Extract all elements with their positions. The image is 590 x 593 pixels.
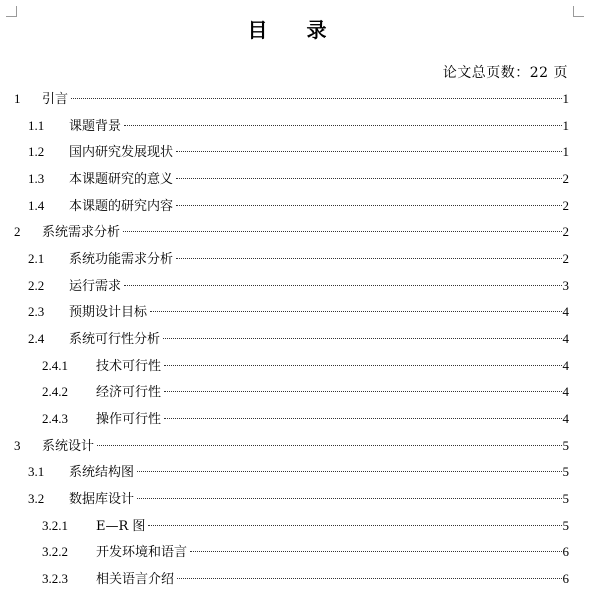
toc-entry-number: 3.2.1: [42, 517, 68, 533]
toc-entry-page: 4: [562, 384, 569, 400]
toc-entry-page: 5: [562, 517, 569, 533]
toc-entry-page: 1: [562, 91, 569, 106]
toc-entry[interactable]: [14, 566, 569, 593]
toc-entry-title: 国内研究发展现状: [69, 145, 174, 161]
toc-entry-number: 3.1: [28, 464, 45, 480]
toc-entry-title: 系统可行性分析: [69, 331, 161, 347]
toc-entry-title: 开发环境和语言: [96, 545, 188, 561]
toc-entry-page: 2: [562, 170, 569, 186]
toc-entry-title: 系统功能需求分析: [69, 251, 174, 267]
dot-leader: [148, 525, 561, 526]
toc-entry-page: 2: [562, 224, 569, 240]
dot-leader: [137, 498, 561, 499]
toc-entry-title: 引言: [42, 92, 69, 107]
toc-entry-number: 3.2.2: [42, 544, 68, 560]
dot-leader: [177, 578, 561, 579]
dot-leader: [97, 445, 561, 446]
total-page-count: 论文总页数：22 页: [442, 65, 568, 81]
toc-entry-number: 2.2: [28, 277, 45, 293]
toc-entry[interactable]: [14, 353, 569, 380]
toc-entry[interactable]: [14, 326, 569, 353]
dot-leader: [123, 231, 561, 232]
dot-leader: [164, 418, 561, 419]
toc-entry-number: 1: [14, 91, 21, 106]
dot-leader: [71, 98, 561, 99]
toc-entry-title: 课题背景: [69, 118, 122, 134]
toc-entry-title: 系统结构图: [69, 465, 135, 481]
dot-leader: [176, 258, 561, 259]
toc-entry-number: 2.4.3: [42, 410, 68, 426]
dot-leader: [164, 365, 561, 366]
toc-entry-page: 5: [562, 437, 569, 453]
toc-entry[interactable]: [14, 459, 569, 486]
dot-leader: [164, 391, 561, 392]
toc-entry-page: 5: [562, 490, 569, 506]
toc-entry-number: 2.3: [28, 304, 45, 320]
toc-entry-title: 运行需求: [69, 278, 122, 294]
toc-entry-page: 1: [562, 117, 569, 133]
toc-entry-number: 2.4.2: [42, 384, 68, 400]
dot-leader: [176, 178, 561, 179]
toc-entry-number: 3.2: [28, 490, 45, 506]
dot-leader: [137, 471, 561, 472]
toc-entry-page: 4: [562, 357, 569, 373]
toc-entry[interactable]: [14, 379, 569, 406]
dot-leader: [163, 338, 561, 339]
toc-entry-number: 3: [14, 437, 21, 453]
toc-entry-page: 3: [562, 277, 569, 293]
toc-entry-number: 2: [14, 224, 21, 240]
toc-entry-title: 经济可行性: [96, 385, 162, 401]
toc-entry-title: 数据库设计: [69, 491, 135, 507]
toc-entry[interactable]: [14, 273, 569, 300]
toc-entry[interactable]: [14, 433, 569, 460]
toc-entry[interactable]: [14, 513, 569, 540]
toc-entry-title: 系统需求分析: [42, 225, 121, 241]
toc-entry-number: 1.1: [28, 117, 45, 133]
dot-leader: [124, 285, 561, 286]
toc-entry-title: 系统设计: [42, 438, 95, 454]
toc-entry-page: 5: [562, 464, 569, 480]
toc-entry-page: 4: [562, 304, 569, 320]
toc-entry[interactable]: [14, 539, 569, 566]
toc-entry-title: 本课题研究的意义: [69, 171, 174, 187]
toc-entry-page: 1: [562, 144, 569, 160]
toc-entry-page: 2: [562, 197, 569, 213]
dot-leader: [124, 125, 561, 126]
toc-entry-page: 2: [562, 250, 569, 266]
toc-entry[interactable]: [14, 193, 569, 220]
toc-entry-number: 2.4.1: [42, 357, 68, 373]
table-of-contents: [14, 86, 569, 592]
toc-entry[interactable]: [14, 166, 569, 193]
toc-entry-number: 1.4: [28, 197, 45, 213]
toc-entry[interactable]: [14, 299, 569, 326]
dot-leader: [190, 551, 561, 552]
toc-entry[interactable]: [14, 113, 569, 140]
toc-entry-page: 6: [562, 544, 569, 560]
toc-entry-title: 本课题的研究内容: [69, 198, 174, 214]
dot-leader: [150, 311, 561, 312]
toc-entry-title: 技术可行性: [96, 358, 162, 374]
toc-entry-title: 相关语言介绍: [96, 571, 175, 587]
toc-entry-number: 1.3: [28, 170, 45, 186]
toc-entry[interactable]: [14, 246, 569, 273]
toc-entry[interactable]: [14, 139, 569, 166]
toc-entry-page: 4: [562, 330, 569, 346]
toc-entry-title: E—R 图: [96, 518, 146, 534]
toc-entry-number: 2.4: [28, 330, 45, 346]
toc-entry-number: 1.2: [28, 144, 45, 160]
toc-entry[interactable]: [14, 219, 569, 246]
toc-entry-number: 3.2.3: [42, 570, 68, 586]
toc-entry[interactable]: [14, 86, 569, 113]
toc-entry[interactable]: [14, 486, 569, 513]
toc-entry[interactable]: [14, 406, 569, 433]
toc-entry-page: 4: [562, 410, 569, 426]
toc-entry-page: 6: [562, 570, 569, 586]
dot-leader: [176, 151, 561, 152]
toc-entry-title: 预期设计目标: [69, 305, 148, 321]
toc-title: 目 录: [247, 18, 343, 42]
toc-entry-number: 2.1: [28, 250, 45, 266]
dot-leader: [176, 205, 561, 206]
toc-entry-title: 操作可行性: [96, 411, 162, 427]
